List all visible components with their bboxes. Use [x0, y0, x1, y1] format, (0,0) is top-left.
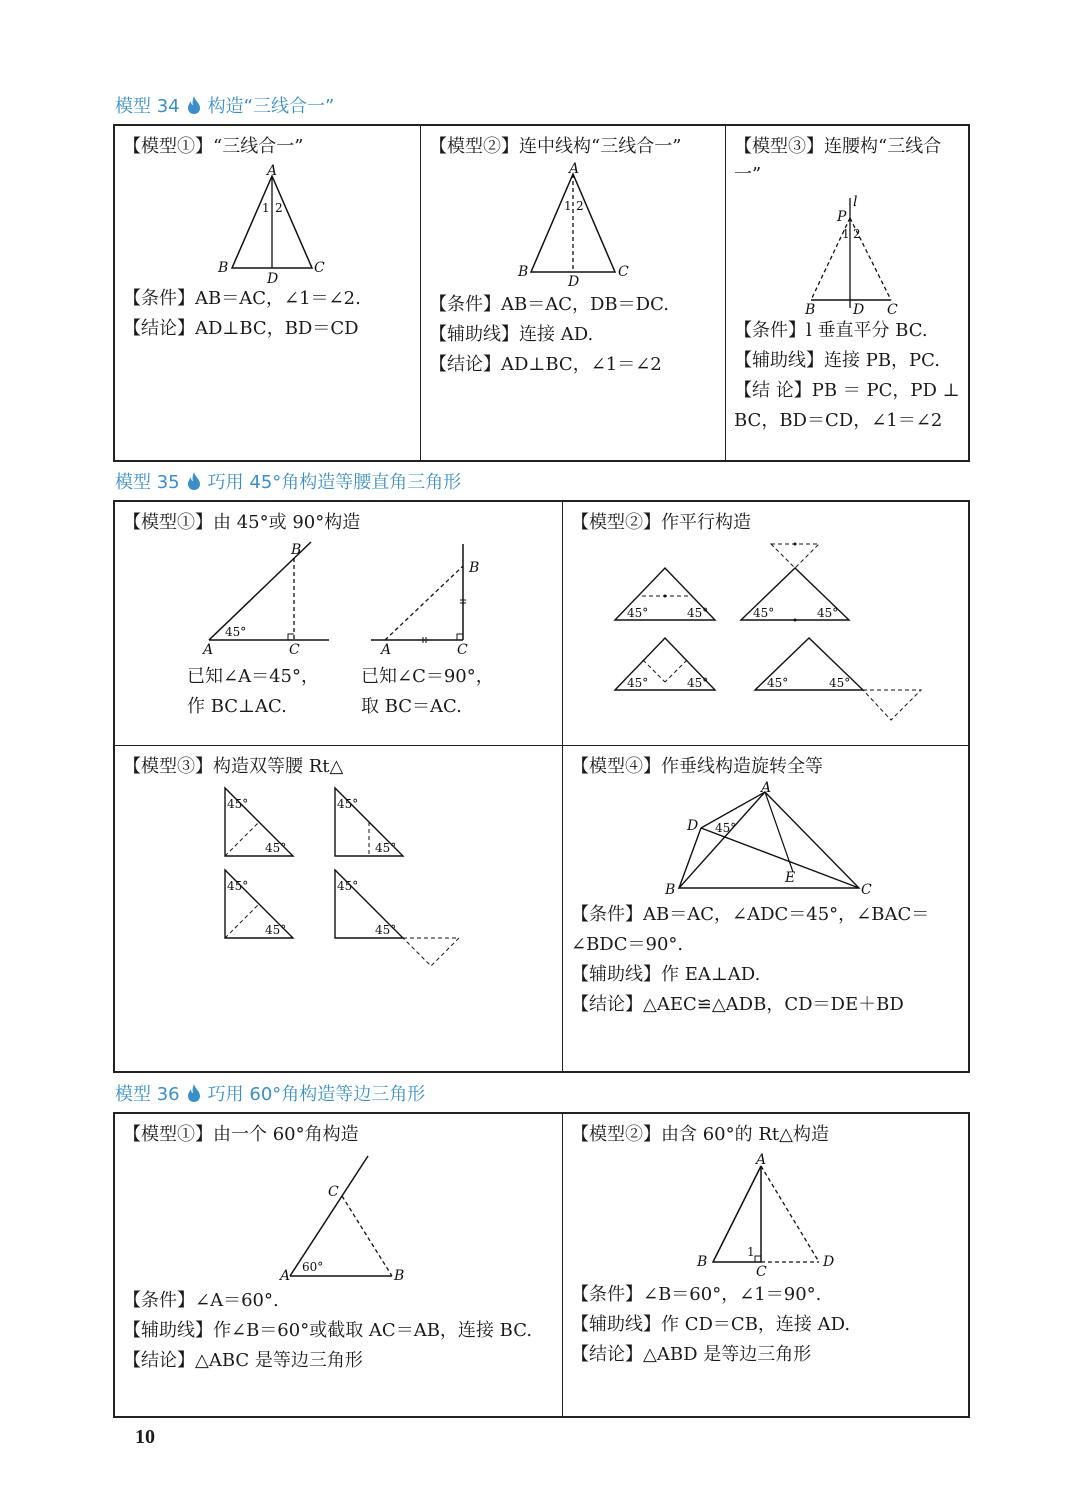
- svg-text:2: 2: [275, 201, 283, 215]
- construct-2: 取 BC＝AC.: [361, 696, 462, 717]
- section-36-header: [115, 1080, 425, 1106]
- svg-text:P: P: [837, 209, 847, 225]
- section-title: 构造“三线合一”: [207, 96, 335, 117]
- svg-text:D: D: [568, 274, 580, 290]
- conclusion: 【结论】△ABC 是等边三角形: [123, 1350, 363, 1371]
- conclusion: 【结论】△ABD 是等边三角形: [571, 1344, 812, 1365]
- svg-text:45°: 45°: [227, 879, 249, 893]
- svg-text:60°: 60°: [302, 1260, 324, 1274]
- section-34-header: [115, 92, 334, 118]
- svg-text:B: B: [805, 302, 816, 318]
- svg-text:1: 1: [564, 199, 572, 213]
- cell-heading: 【模型③】连腰构“三线合: [734, 136, 942, 157]
- svg-text:45°: 45°: [227, 797, 249, 811]
- svg-text:C: C: [861, 882, 872, 898]
- section-35-header: [115, 468, 461, 494]
- condition: 【条件】AB＝AC，DB＝DC.: [429, 294, 669, 315]
- condition: 【条件】AB＝AC，∠1＝∠2.: [123, 288, 361, 309]
- section-label: 模型 35: [115, 472, 180, 493]
- svg-text:C: C: [457, 642, 468, 658]
- svg-text:45°: 45°: [265, 923, 287, 937]
- svg-text:D: D: [823, 1254, 835, 1270]
- rotation-congruence-figure: [655, 780, 885, 904]
- aux-line: 【辅助线】作 CD＝CB，连接 AD.: [571, 1314, 851, 1335]
- conclusion: 【结论】△AEC≌△ADB，CD＝DE＋BD: [571, 994, 904, 1015]
- condition: 【条件】AB＝AC，∠ADC＝45°，∠BAC＝: [571, 904, 930, 925]
- svg-text:C: C: [756, 1264, 767, 1280]
- svg-text:45°: 45°: [375, 841, 397, 855]
- condition: 【条件】l 垂直平分 BC.: [734, 320, 928, 341]
- page-number: 10: [135, 1426, 155, 1448]
- svg-text:45°: 45°: [375, 923, 397, 937]
- section-title: 巧用 45°角构造等腰直角三角形: [207, 472, 462, 493]
- condition: 【条件】∠A＝60°.: [123, 1290, 279, 1311]
- svg-text:E: E: [785, 870, 796, 886]
- svg-text:B: B: [665, 882, 676, 898]
- construct-1: 作 BC⊥AC.: [187, 696, 287, 717]
- conclusion: 【结论】AD⊥BC，∠1＝∠2: [429, 354, 662, 375]
- aux-line: 【辅助线】作 EA⊥AD.: [571, 964, 761, 985]
- cell-heading: 【模型①】由一个 60°角构造: [123, 1124, 359, 1145]
- condition: 【条件】∠B＝60°，∠1＝90°.: [571, 1284, 822, 1305]
- median-triangle-figure: [515, 161, 635, 290]
- svg-text:D: D: [853, 302, 865, 318]
- parallel-construct-figures: [605, 542, 935, 732]
- svg-text:45°: 45°: [627, 606, 649, 620]
- cell-heading: 【模型①】由 45°或 90°构造: [123, 512, 361, 533]
- svg-text:1: 1: [747, 1245, 755, 1259]
- aux-line: 【辅助线】连接 AD.: [429, 324, 594, 345]
- svg-text:C: C: [618, 264, 629, 280]
- conclusion: 【结论】AD⊥BC，BD＝CD: [123, 318, 359, 339]
- double-isosceles-figures: [215, 784, 465, 974]
- svg-text:45°: 45°: [687, 606, 709, 620]
- svg-text:A: A: [381, 642, 392, 658]
- cell-heading: 【模型②】作平行构造: [571, 512, 751, 533]
- conclusion: 【结 论】PB ＝ PC，PD ⊥: [734, 380, 960, 401]
- cell-heading: 【模型④】作垂线构造旋转全等: [571, 756, 823, 777]
- svg-text:45°: 45°: [627, 676, 649, 690]
- svg-text:2: 2: [576, 199, 584, 213]
- aux-line: 【辅助线】作∠B＝60°或截取 AC＝AB，连接 BC.: [123, 1320, 533, 1341]
- cell-heading: 【模型②】由含 60°的 Rt△构造: [571, 1124, 829, 1145]
- svg-text:A: A: [761, 780, 772, 796]
- svg-text:A: A: [569, 161, 580, 177]
- bisector-triangle-figure: [795, 196, 905, 316]
- condition-cont: ∠BDC＝90°.: [571, 934, 684, 955]
- 60-right-triangle-figure: [697, 1154, 837, 1278]
- svg-text:B: B: [218, 260, 229, 276]
- svg-text:D: D: [687, 818, 699, 834]
- svg-text:45°: 45°: [753, 606, 775, 620]
- cell-heading: 【模型①】“三线合一”: [123, 136, 304, 157]
- section-34-box: [113, 124, 970, 462]
- svg-text:A: A: [756, 1152, 767, 1168]
- flame-icon: [186, 1083, 202, 1103]
- known-2: 已知∠C＝90°，: [361, 666, 494, 687]
- svg-text:C: C: [328, 1184, 339, 1200]
- svg-text:C: C: [289, 642, 300, 658]
- svg-text:1: 1: [842, 227, 850, 241]
- svg-text:45°: 45°: [265, 841, 287, 855]
- flame-icon: [186, 95, 202, 115]
- section-label: 模型 34: [115, 96, 180, 117]
- svg-text:B: B: [469, 560, 480, 576]
- aux-line: 【辅助线】连接 PB，PC.: [734, 350, 941, 371]
- 60-angle-figure: [280, 1152, 410, 1284]
- svg-text:C: C: [314, 260, 325, 276]
- svg-text:1: 1: [262, 201, 270, 215]
- cell-heading: 【模型②】连中线构“三线合一”: [429, 136, 682, 157]
- label-A: A: [267, 163, 278, 179]
- svg-text:45°: 45°: [829, 676, 851, 690]
- section-title: 巧用 60°角构造等边三角形: [207, 1084, 426, 1105]
- 90-angle-figure: [365, 542, 495, 658]
- known-1: 已知∠A＝45°，: [187, 666, 319, 687]
- svg-text:45°: 45°: [687, 676, 709, 690]
- svg-text:A: A: [203, 642, 214, 658]
- svg-text:45°: 45°: [337, 797, 359, 811]
- svg-text:45°: 45°: [767, 676, 789, 690]
- svg-text:45°: 45°: [337, 879, 359, 893]
- section-label: 模型 36: [115, 1084, 180, 1105]
- svg-text:2: 2: [853, 227, 861, 241]
- flame-icon: [186, 471, 202, 491]
- svg-text:D: D: [267, 271, 279, 287]
- svg-text:B: B: [394, 1268, 405, 1284]
- svg-text:l: l: [853, 194, 858, 210]
- cell-heading: 【模型③】构造双等腰 Rt△: [123, 756, 344, 777]
- section-35-box: [113, 500, 970, 1073]
- svg-text:B: B: [291, 542, 302, 558]
- section-36-box: [113, 1112, 970, 1418]
- svg-text:B: B: [518, 264, 529, 280]
- svg-text:45°: 45°: [225, 625, 247, 639]
- svg-text:B: B: [697, 1254, 708, 1270]
- 45-angle-figure: [195, 538, 335, 656]
- svg-text:45°: 45°: [817, 606, 839, 620]
- isosceles-triangle-figure: [210, 163, 330, 287]
- svg-text:45°: 45°: [715, 821, 737, 835]
- cell-heading-cont: 一”: [734, 164, 762, 185]
- svg-text:A: A: [280, 1268, 291, 1284]
- svg-text:C: C: [887, 302, 898, 318]
- conclusion-cont: BC，BD＝CD，∠1＝∠2: [734, 410, 943, 431]
